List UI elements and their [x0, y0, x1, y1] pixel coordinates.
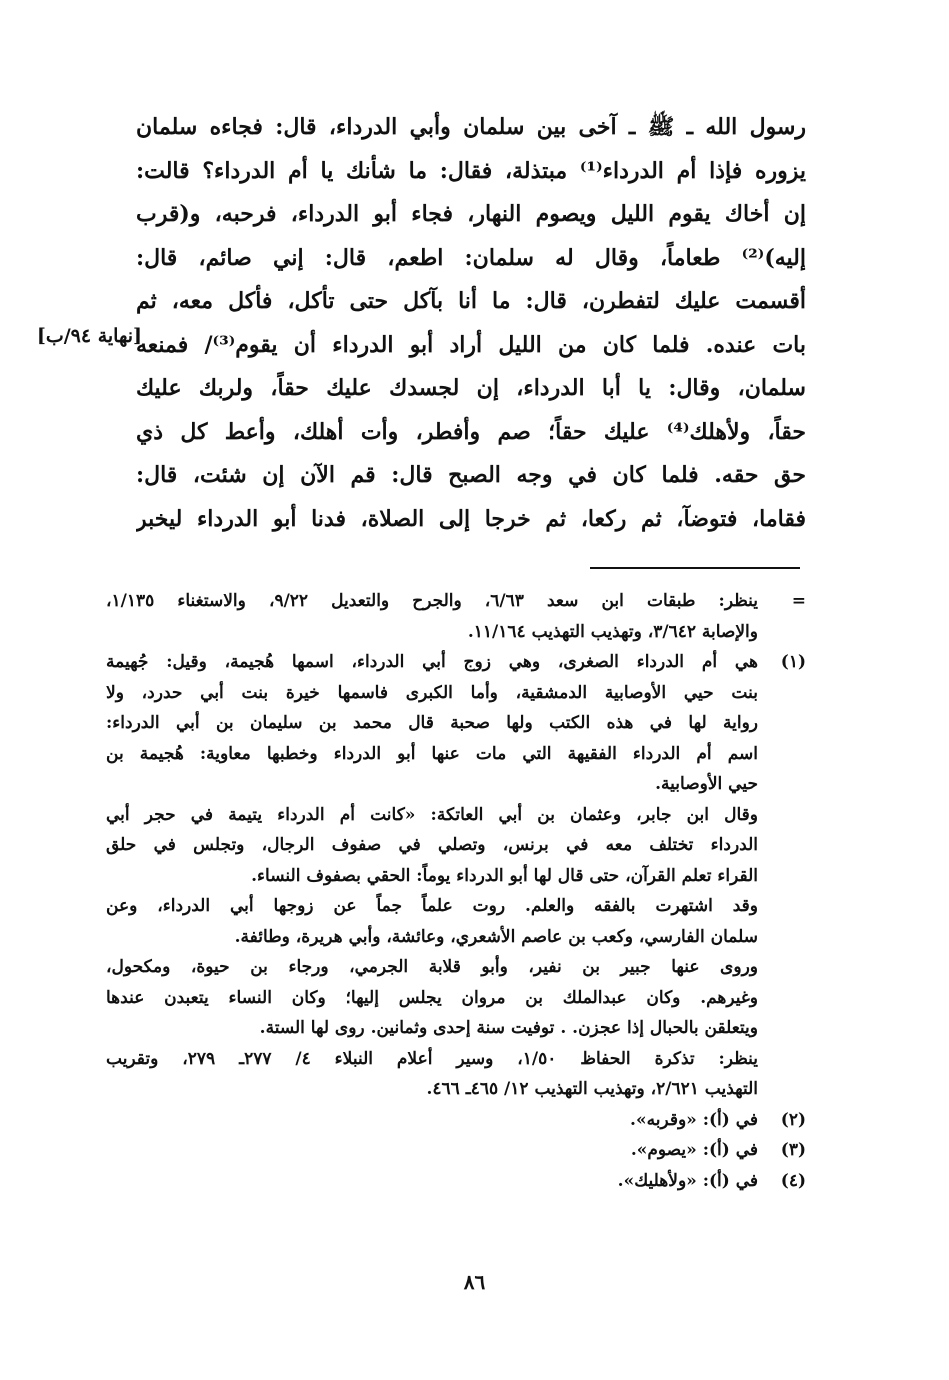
main-text-line: إليه)⁽²⁾ طعاماً، وقال له سلمان: اطعم، قال: إني صائم، قال: [136, 244, 806, 271]
footnote-body [106, 1135, 758, 1166]
footnote-marker: (١) [780, 652, 806, 672]
main-text-line: فقاما، فتوضآ، ثم ركعا، ثم خرجا إلى الصلاة، فدنا أبو الدرداء ليخبر [136, 505, 806, 532]
footnote-separator [590, 567, 800, 569]
main-text [136, 106, 806, 541]
footnote-line: وغيرهم. وكان عبدالملك بن مروان يجلس إليها؛ وكان النساء يتعبدن عندها [106, 987, 758, 1008]
footnote-line: والإصابة ٣/٦٤٢، وتهذيب التهذيب ١١/١٦٤. [467, 621, 758, 642]
footnote-continuation [106, 586, 806, 647]
footnote-3 [106, 1135, 806, 1166]
footnote-1 [106, 647, 806, 1105]
footnote-line: ينظر: تذكرة الحفاظ ١/٥٠، وسير أعلام النبلاء ٤/ ٢٧٧ـ ٢٧٩، وتقريب [106, 1048, 758, 1069]
margin-note: [نهاية ٩٤/ب] [36, 325, 142, 347]
main-text-line: حقاً، ولأهلك⁽⁴⁾ عليك حقاً؛ صم وأفطر، وأت أهلك، وأعط كل ذي [136, 418, 806, 445]
footnote-line: رواية لها في هذه الكتب ولها صحبة قال محمد بن سليمان بن أبي الدرداء: [106, 713, 758, 733]
footnote-line: هي أم الدرداء الصغرى، وهي زوج أبي الدرداء، اسمها هُجيمة، وقيل: جُهيمة [106, 652, 758, 672]
footnote-line: في (أ): «وقربه». [630, 1109, 758, 1130]
footnote-line: وروى عنها جبير بن نفير، وأبو قلابة الجرمي، ورجاء بن حيوة، ومكحول، [106, 957, 758, 977]
footnote-line: اسم أم الدرداء الفقيهة التي مات عنها أبو الدرداء وخطبها معاوية: هُجيمة بن [106, 743, 758, 764]
footnote-body [106, 647, 758, 1105]
main-text-line: يزوره فإذا أم الدرداء⁽¹⁾ مبتذلة، فقال: ما شأنك يا أم الدرداء؟ قالت: [136, 157, 806, 184]
footnote-body [106, 1105, 758, 1136]
footnote-line: التهذيب ٢/٦٢١، وتهذيب التهذيب ١٢/ ٤٦٥ـ ٤٦٦. [426, 1079, 758, 1099]
footnote-marker: (٤) [780, 1170, 806, 1191]
main-text-line: أقسمت عليك لتفطرن، قال: ما أنا بآكل حتى تأكل، فأكل معه، ثم [136, 288, 806, 314]
footnote-2 [106, 1105, 806, 1136]
main-text-line: حق حقه. فلما كان في وجه الصبح قال: قم الآن إن شئت، قال: [136, 462, 806, 488]
footnote-line: سلمان الفارسي، وكعب بن عاصم الأشعري، وعائشة، وأبي هريرة، وطائفة. [234, 926, 758, 947]
footnote-body [106, 1166, 758, 1197]
footnote-line: بنت حيي الأوصابية الدمشقية، وأما الكبرى فاسمها خيرة بنت أبي حدرد، ولا [106, 682, 758, 703]
page-number: ٨٦ [463, 1270, 486, 1294]
footnote-line: حيي الأوصابية. [655, 774, 758, 794]
footnotes [106, 586, 806, 1196]
footnote-line: في (أ): «ولأهليك». [617, 1170, 758, 1191]
footnote-line: في (أ): «يصوم». [630, 1140, 758, 1160]
main-text-line: رسول الله ـ ﷺ ـ آخى بين سلمان وأبي الدرداء، قال: فجاءه سلمان [136, 114, 806, 140]
footnote-marker: (٣) [780, 1140, 806, 1160]
footnote-line: القراء تعلم القرآن، حتى قال لها أبو الدرداء يوماً: الحقي بصفوف النساء. [251, 865, 758, 886]
footnote-marker: (٢) [780, 1109, 806, 1130]
footnote-line: ويتعلقن بالحبال إذا عجزن. . توفيت سنة إحدى وثمانين. روى لها الستة. [259, 1018, 758, 1038]
footnote-body [106, 586, 758, 647]
main-text-line: سلمان، وقال: يا أبا الدرداء، إن لجسدك عليك حقاً، ولربك عليك [136, 375, 806, 401]
footnote-line: ينظر: طبقات ابن سعد ٦/٦٣، والجرح والتعديل ٩/٢٢، والاستغناء ١/١٣٥، [106, 591, 759, 611]
footnote-line: الدرداء تختلف معه في برنس، وتصلي في صفوف الرجال، وتجلس في حلق [106, 835, 758, 855]
footnote-line: وقد اشتهرت بالفقه والعلم. روت علماً جماً عن زوجها أبي الدرداء، وعن [106, 896, 758, 916]
footnote-4 [106, 1166, 806, 1197]
main-text-line: إن أخاك يقوم الليل ويصوم النهار، فجاء أبو الدرداء، فرحبه، و(قرب [136, 201, 806, 227]
footnote-marker: = [791, 591, 806, 611]
footnote-line: وقال ابن جابر، وعثمان بن أبي العاتكة: «كانت أم الدرداء يتيمة في حجر أبي [106, 804, 758, 825]
main-text-line: بات عنده. فلما كان من الليل أراد أبو الدرداء أن يقوم⁽³⁾/ فمنعه [136, 331, 806, 358]
